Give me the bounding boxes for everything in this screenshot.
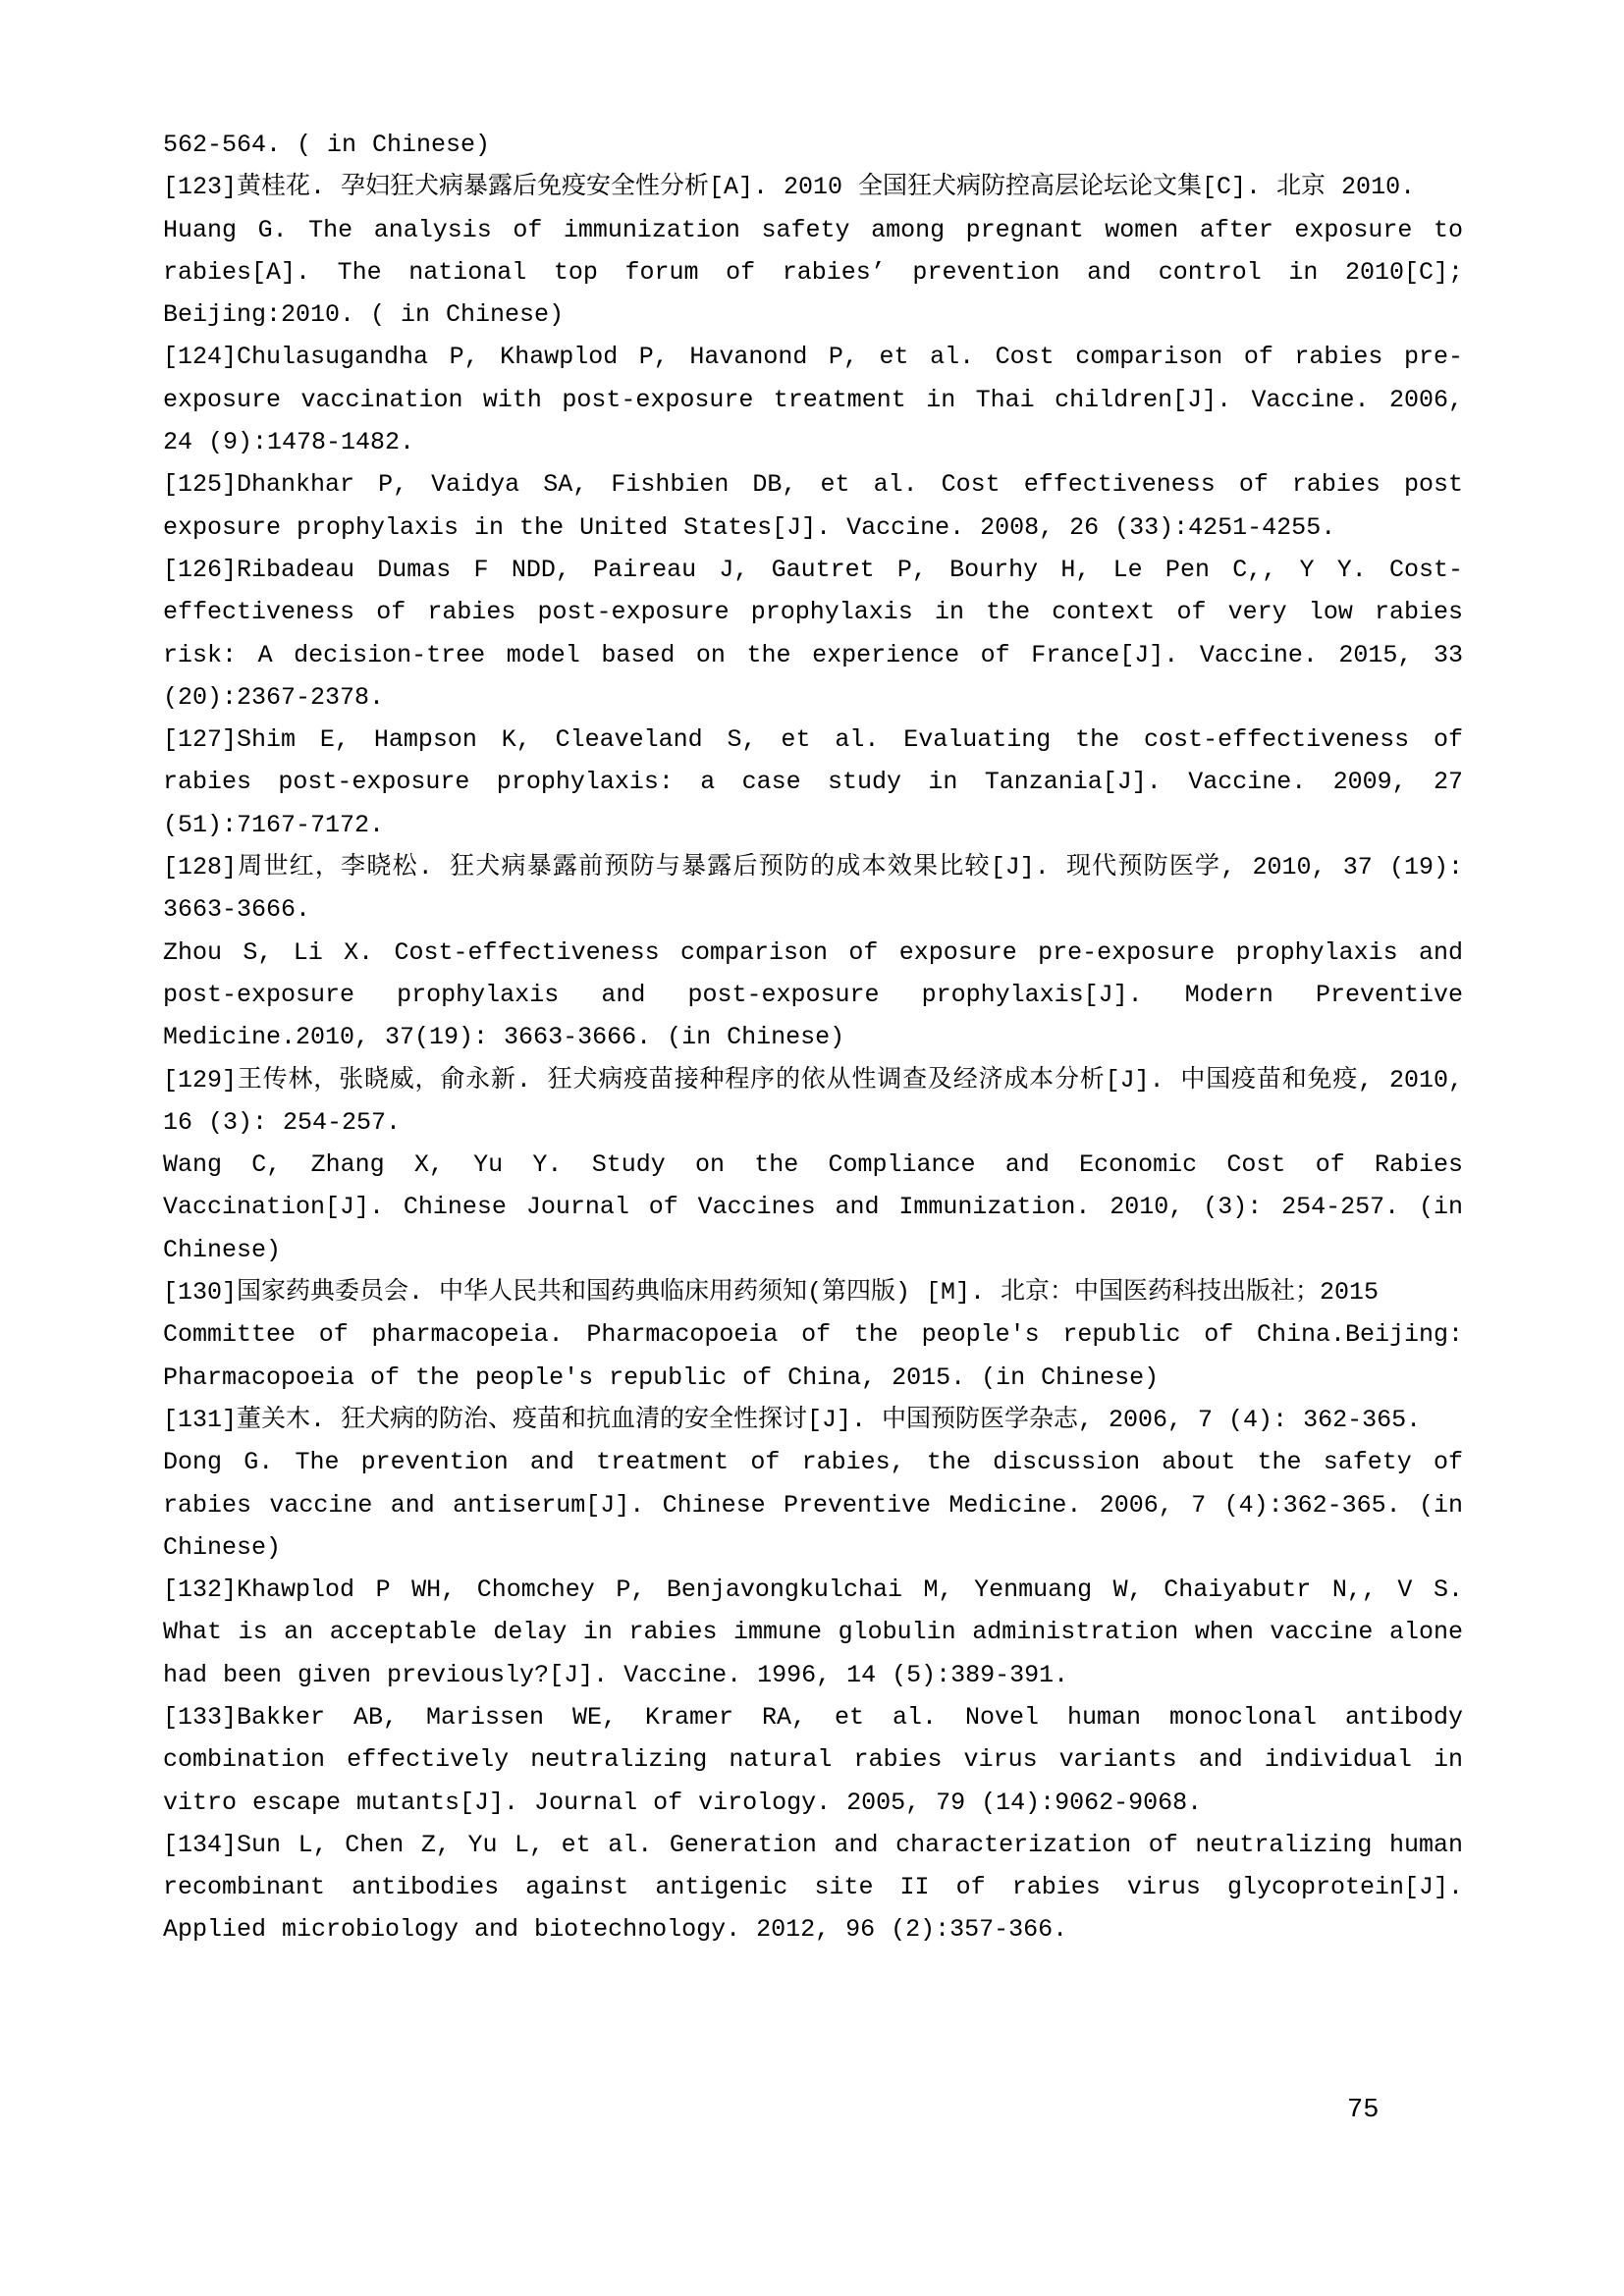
reference-paragraph: Zhou S, Li X. Cost-effectiveness comparison of exposure pre-exposure prophylaxis and post-exposure prophylaxis and post-exposure prophylaxis[J]. Modern Preventive Medicine.2010, 37(19): 3663-3666. (in Chinese) bbox=[163, 937, 1463, 1052]
reference-paragraph: [126]Ribadeau Dumas F NDD, Paireau J, Gautret P, Bourhy H, Le Pen C,, Y Y. Cost-effectiveness of rabies post-exposure prophylaxis in the context of very low rabies risk: A decision-tree model based on the experience of France[J]. Vaccine. 2015, 33 (20):2367-2378. bbox=[163, 555, 1463, 712]
reference-paragraph: 562-564. ( in Chinese) bbox=[163, 131, 491, 159]
reference-paragraph: [134]Sun L, Chen Z, Yu L, et al. Generation and characterization of neutralizing human recombinant antibodies against antigenic site II of rabies virus glycoprotein[J]. Applied microbiology and biotechnology. 2012, 96 (2):357-366. bbox=[163, 1830, 1463, 1945]
reference-paragraph: Committee of pharmacopeia. Pharmacopoeia of the people's republic of China.Beijing: Pharmacopoeia of the people's republic of China, 2015. (in Chinese) bbox=[163, 1320, 1463, 1392]
reference-paragraph: [127]Shim E, Hampson K, Cleaveland S, et al. Evaluating the cost-effectiveness of rabies post-exposure prophylaxis: a case study in Tanzania[J]. Vaccine. 2009, 27 (51):7167-7172. bbox=[163, 725, 1463, 839]
reference-paragraph: Dong G. The prevention and treatment of rabies, the discussion about the safety of rabies vaccine and antiserum[J]. Chinese Preventive Medicine. 2006, 7 (4):362-365. (in Chinese) bbox=[163, 1448, 1463, 1562]
reference-paragraph: [133]Bakker AB, Marissen WE, Kramer RA, et al. Novel human monoclonal antibody combination effectively neutralizing natural rabies virus variants and individual in vitro escape mutants[J]. Journal of virology. 2005, 79 (14):9062-9068. bbox=[163, 1702, 1463, 1817]
reference-paragraph: Wang C, Zhang X, Yu Y. Study on the Compliance and Economic Cost of Rabies Vaccination[J]. Chinese Journal of Vaccines and Immunization. 2010, (3): 254-257. (in Chinese) bbox=[163, 1150, 1463, 1264]
page-number: 75 bbox=[1347, 2096, 1380, 2125]
reference-paragraph: [131]董关木. 狂犬病的防治、疫苗和抗血清的安全性探讨[J]. 中国预防医学杂志, 2006, 7 (4): 362-365. bbox=[163, 1405, 1422, 1434]
reference-paragraph: [128]周世红，李晓松. 狂犬病暴露前预防与暴露后预防的成本效果比较[J]. 现代预防医学, 2010, 37 (19): 3663-3666. bbox=[163, 853, 1463, 925]
reference-paragraph: [130]国家药典委员会. 中华人民共和国药典临床用药须知(第四版) [M]. 北京：中国医药科技出版社；2015 bbox=[163, 1278, 1380, 1308]
reference-paragraph: [123]黄桂花. 孕妇狂犬病暴露后免疫安全性分析[A]. 2010 全国狂犬病防控高层论坛论文集[C]. 北京 2010. bbox=[163, 173, 1416, 202]
reference-paragraph: Huang G. The analysis of immunization safety among pregnant women after exposure to rabies[A]. The national top forum of rabies’ prevention and control in 2010[C]; Beijing:2010. ( in Chinese) bbox=[163, 215, 1463, 330]
reference-paragraph: [124]Chulasugandha P, Khawplod P, Havanond P, et al. Cost comparison of rabies pre-exposure vaccination with post-exposure treatment in Thai children[J]. Vaccine. 2006, 24 (9):1478-1482. bbox=[163, 343, 1463, 457]
references-list bbox=[163, 124, 1463, 1951]
reference-paragraph: [129]王传林，张晓威，俞永新. 狂犬病疫苗接种程序的依从性调查及经济成本分析[J]. 中国疫苗和免疫, 2010, 16 (3): 254-257. bbox=[163, 1065, 1463, 1137]
reference-paragraph: [132]Khawplod P WH, Chomchey P, Benjavongkulchai M, Yenmuang W, Chaiyabutr N,, V S. What is an acceptable delay in rabies immune globulin administration when vaccine alone had been given previously?[J]. Vaccine. 1996, 14 (5):389-391. bbox=[163, 1575, 1463, 1689]
reference-paragraph: [125]Dhankhar P, Vaidya SA, Fishbien DB, et al. Cost effectiveness of rabies post exposure prophylaxis in the United States[J]. Vaccine. 2008, 26 (33):4251-4255. bbox=[163, 470, 1463, 542]
